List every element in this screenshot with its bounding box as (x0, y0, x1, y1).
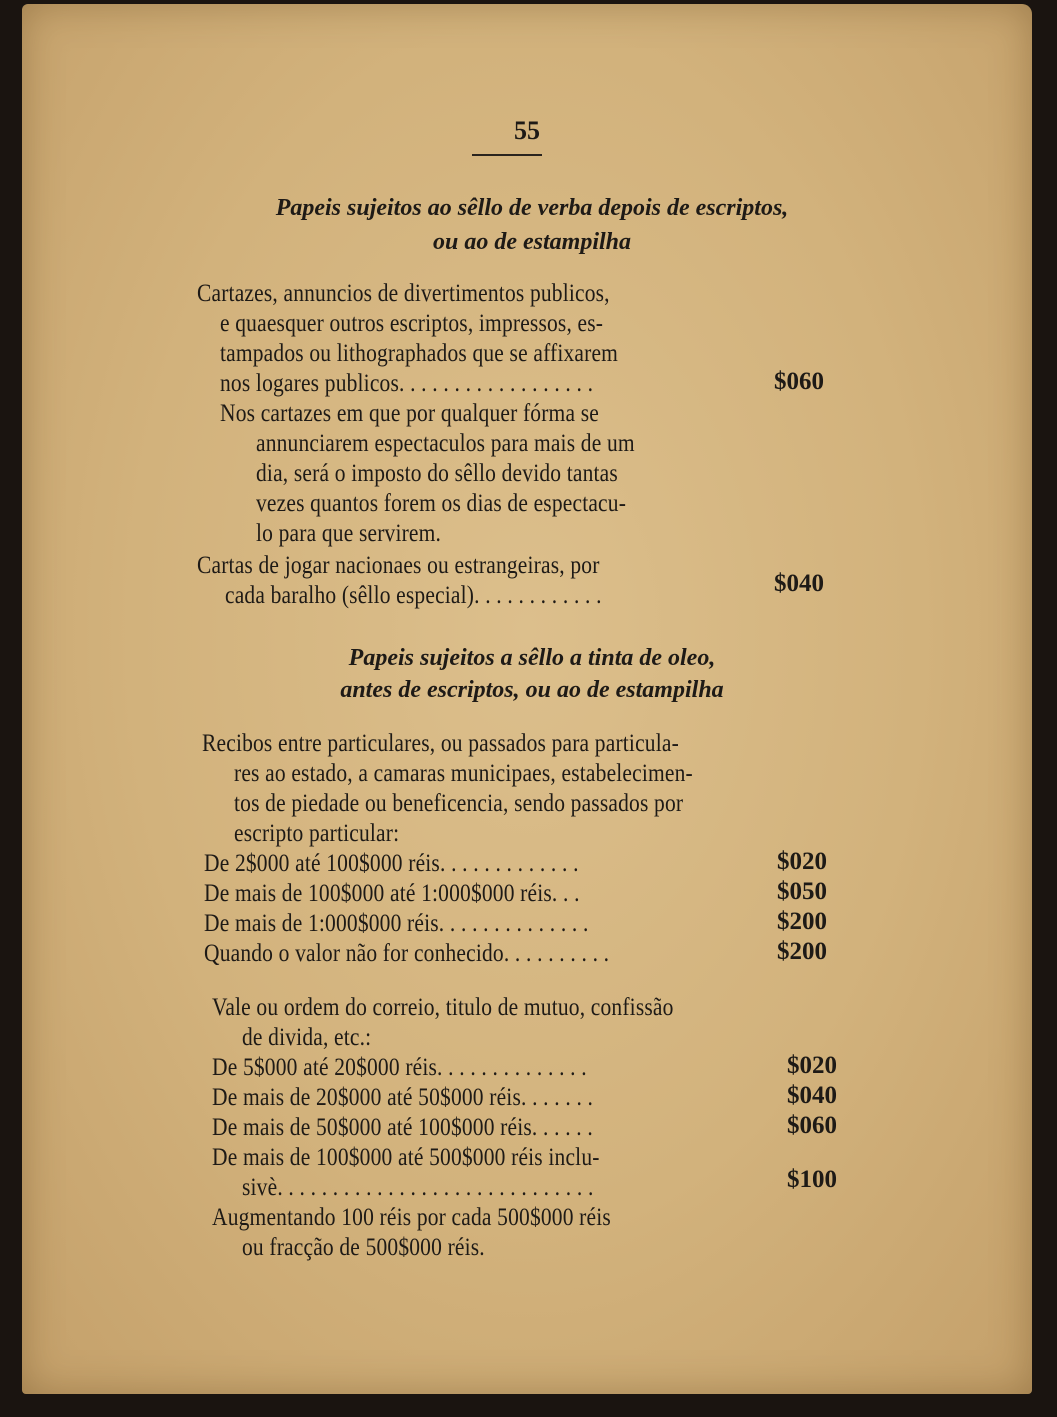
text-line: De mais de 50$000 até 100$000 réis. . . . . . (212, 1114, 593, 1141)
price-value: $200 (777, 908, 827, 935)
section2-heading-line2: antes de escriptos, ou ao de estampilha (340, 677, 724, 703)
text-line: De 5$000 até 20$000 réis. . . . . . . . . . . . . . (212, 1054, 587, 1081)
price-value: $060 (787, 1112, 837, 1139)
text-line: De mais de 100$000 até 500$000 réis inclu- (212, 1144, 600, 1171)
text-line: De mais de 100$000 até 1:000$000 réis. . . (204, 880, 580, 907)
text-line: lo para que servirem. (256, 520, 442, 547)
text-line: Cartas de jogar nacionaes ou estrangeiras, por (197, 552, 600, 579)
text-line: Nos cartazes em que por qualquer fórma se (220, 400, 599, 427)
book-page (22, 4, 1032, 1394)
text-line: ou fracção de 500$000 réis. (242, 1234, 485, 1261)
text-line: tampados ou lithographados que se affixarem (220, 340, 619, 367)
section1-heading-line2: ou ao de estampilha (432, 229, 631, 255)
page-number-rule (472, 154, 542, 156)
price-value: $040 (774, 570, 824, 597)
text-line: cada baralho (sêllo especial). . . . . . . . . . . . (225, 582, 602, 609)
section2-heading-line1: Papeis sujeitos a sêllo a tinta de oleo, (348, 645, 716, 671)
text-line: e quaesquer outros escriptos, impressos, es- (220, 310, 604, 337)
text-line: Cartazes, annuncios de divertimentos publicos, (197, 280, 610, 307)
price-value: $060 (774, 368, 824, 395)
price-value: $020 (787, 1052, 837, 1079)
price-value: $020 (777, 848, 827, 875)
price-value: $200 (777, 938, 827, 965)
text-line: Quando o valor não for conhecido. . . . . . . . . . (204, 940, 610, 967)
price-value: $100 (787, 1166, 837, 1193)
text-line: dia, será o imposto do sêllo devido tantas (256, 460, 618, 487)
text-line: Vale ou ordem do correio, titulo de mutuo, confissão (212, 994, 674, 1021)
text-line: escripto particular: (234, 820, 400, 847)
page-number: 55 (514, 116, 540, 145)
text-line: nos logares publicos. . . . . . . . . . . . . . . . . . (220, 370, 594, 397)
price-value: $040 (787, 1082, 837, 1109)
text-line: vezes quantos forem os dias de espectacu- (256, 490, 627, 517)
text-line: tos de piedade ou beneficencia, sendo passados por (234, 790, 684, 817)
text-line: Augmentando 100 réis por cada 500$000 réis (212, 1204, 611, 1231)
text-line: de divida, etc.: (242, 1024, 372, 1051)
text-line: De mais de 1:000$000 réis. . . . . . . . . . . . . . (204, 910, 589, 937)
text-line: res ao estado, a camaras municipaes, estabelecimen- (234, 760, 693, 787)
price-value: $050 (777, 878, 827, 905)
text-line: De 2$000 até 100$000 réis. . . . . . . . . . . . . (204, 850, 579, 877)
section1-heading-line1: Papeis sujeitos ao sêllo de verba depois de escriptos, (275, 195, 789, 221)
text-line: De mais de 20$000 até 50$000 réis. . . . . . . (212, 1084, 594, 1111)
text-line: annunciarem espectaculos para mais de um (256, 430, 635, 457)
text-line: Recibos entre particulares, ou passados para particula- (202, 730, 679, 757)
text-line: sivè. . . . . . . . . . . . . . . . . . . . . . . . . . . . . (242, 1174, 594, 1201)
